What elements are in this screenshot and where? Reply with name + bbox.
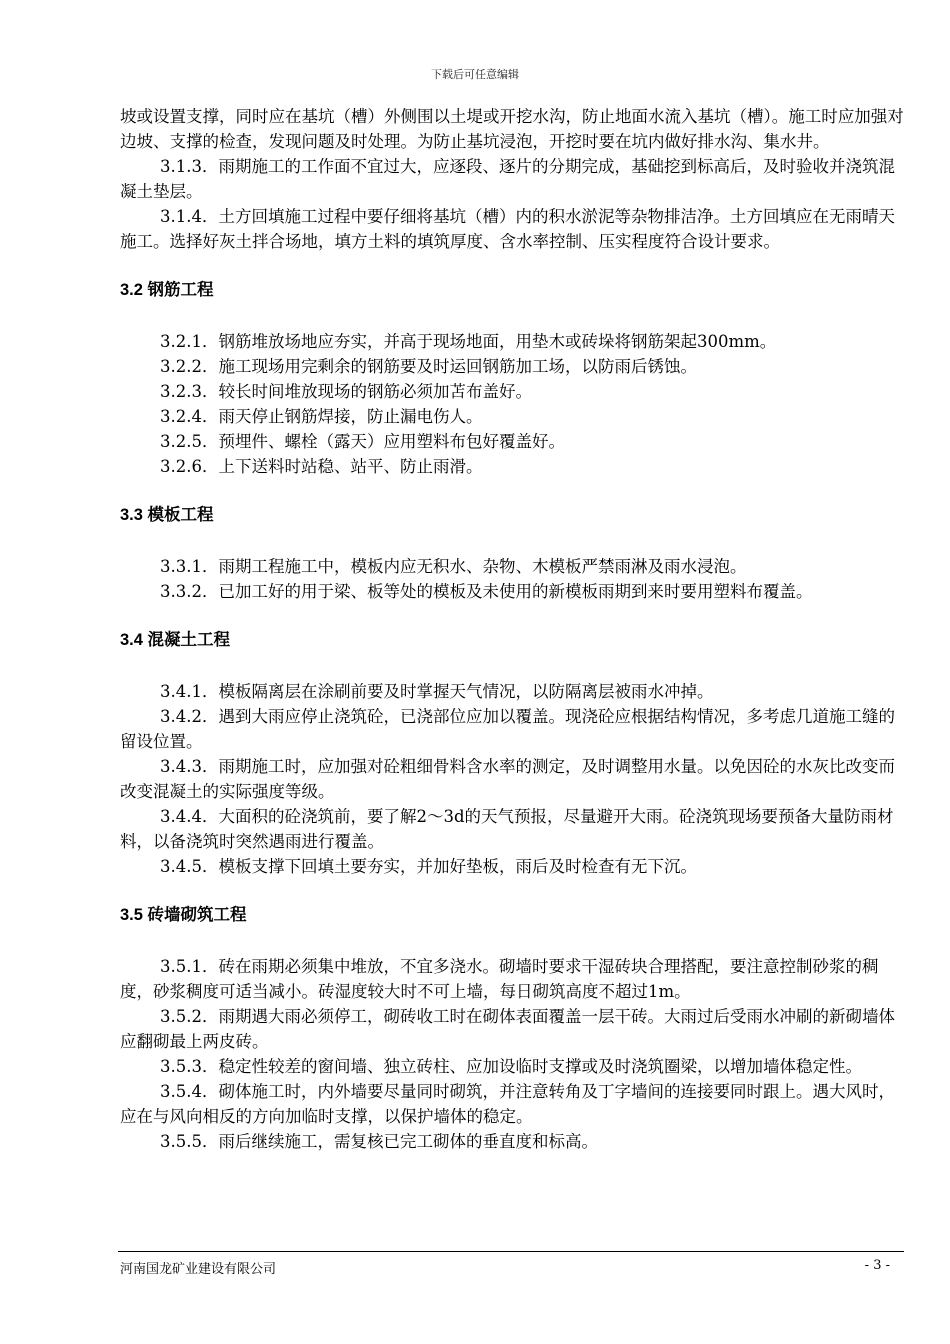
paragraph-3-2-1: 3.2.1．钢筋堆放场地应夯实，并高于现场地面，用垫木或砖垛将钢筋架起300mm。 — [160, 332, 777, 351]
paragraph-3-4-2: 3.4.2．遇到大雨应停止浇筑砼，已浇部位应加以覆盖。现浇砼应根据结构情况，多考虑几道施工缝的留设位置。 — [120, 707, 895, 751]
paragraph-3-4-4: 3.4.4．大面积的砼浇筑前，要了解2～3d的天气预报，尽量避开大雨。砼浇筑现场要预备大量防雨材料，以备浇筑时突然遇雨进行覆盖。 — [120, 807, 894, 851]
paragraph-3-5-4: 3.5.4．砌体施工时，内外墙要尽量同时砌筑，并注意转角及丁字墙间的连接要同时跟上。遇大风时，应在与风向相反的方向加临时支撑，以保护墙体的稳定。 — [120, 1082, 895, 1126]
header-note: 下载后可任意编辑 — [431, 68, 519, 81]
paragraph-3-2-4: 3.2.4．雨天停止钢筋焊接，防止漏电伤人。 — [160, 407, 483, 426]
paragraph-3-3-1: 3.3.1．雨期工程施工中，模板内应无积水、杂物、木模板严禁雨淋及雨水浸泡。 — [160, 557, 747, 576]
paragraph-3-4-5: 3.4.5．模板支撑下回填土要夯实，并加好垫板，雨后及时检查有无下沉。 — [160, 857, 697, 876]
paragraph-3-5-5: 3.5.5．雨后继续施工，需复核已完工砌体的垂直度和标高。 — [160, 1132, 598, 1151]
paragraph-3-2-5: 3.2.5．预埋件、螺栓（露天）应用塑料布包好覆盖好。 — [160, 432, 565, 451]
footer-company: 河南国龙矿业建设有限公司 — [120, 1262, 277, 1277]
section-heading-3-2: 3.2 钢筋工程 — [120, 281, 214, 299]
paragraph-3-5-1: 3.5.1．砖在雨期必须集中堆放，不宜多浇水。砌墙时要求干湿砖块合理搭配，要注意控制砂浆的稠度，砂浆稠度可适当减小。砖湿度较大时不可上墙，每日砌筑高度不超过1m。 — [120, 957, 879, 1001]
paragraph-3-5-2: 3.5.2．雨期遇大雨必须停工，砌砖收工时在砌体表面覆盖一层干砖。大雨过后受雨水冲刷的新砌墙体应翻砌最上两皮砖。 — [120, 1007, 895, 1051]
paragraph-3-1-4: 3.1.4．土方回填施工过程中要仔细将基坑（槽）内的积水淤泥等杂物排洁净。土方回填应在无雨晴天施工。选择好灰土拌合场地，填方土料的填筑厚度、含水率控制、压实程度符合设计要求。 — [120, 207, 895, 251]
paragraph-3-1-3: 3.1.3．雨期施工的工作面不宜过大，应逐段、逐片的分期完成，基础挖到标高后，及时验收并浇筑混凝土垫层。 — [120, 157, 895, 201]
paragraph-3-2-3: 3.2.3．较长时间堆放现场的钢筋必须加苫布盖好。 — [160, 382, 532, 401]
paragraph-3-3-2: 3.3.2．已加工好的用于梁、板等处的模板及未使用的新模板雨期到来时要用塑料布覆盖。 — [160, 582, 813, 601]
page-number: - 3 - — [864, 1258, 890, 1273]
paragraph-3-4-1: 3.4.1．模板隔离层在涂刷前要及时掌握天气情况，以防隔离层被雨水冲掉。 — [160, 682, 714, 701]
footer-divider — [118, 1251, 904, 1252]
paragraph: 坡或设置支撑，同时应在基坑（槽）外侧围以土堤或开挖水沟，防止地面水流入基坑（槽）。施工时应加强对边坡、支撑的检查，发现问题及时处理。为防止基坑浸泡，开挖时要在坑内做好排水沟、集水井。 — [120, 107, 904, 151]
paragraph-3-5-3: 3.5.3．稳定性较差的窗间墙、独立砖柱、应加设临时支撑或及时浇筑圈梁，以增加墙体稳定性。 — [160, 1057, 862, 1076]
paragraph-3-2-2: 3.2.2．施工现场用完剩余的钢筋要及时运回钢筋加工场，以防雨后锈蚀。 — [160, 357, 697, 376]
section-heading-3-4: 3.4 混凝土工程 — [120, 631, 231, 649]
paragraph-3-4-3: 3.4.3．雨期施工时，应加强对砼粗细骨料含水率的测定，及时调整用水量。以免因砼的水灰比改变而改变混凝土的实际强度等级。 — [120, 757, 895, 801]
document-body — [120, 104, 910, 1154]
section-heading-3-5: 3.5 砖墙砌筑工程 — [120, 906, 247, 924]
paragraph-3-2-6: 3.2.6．上下送料时站稳、站平、防止雨滑。 — [160, 457, 483, 476]
section-heading-3-3: 3.3 模板工程 — [120, 506, 214, 524]
